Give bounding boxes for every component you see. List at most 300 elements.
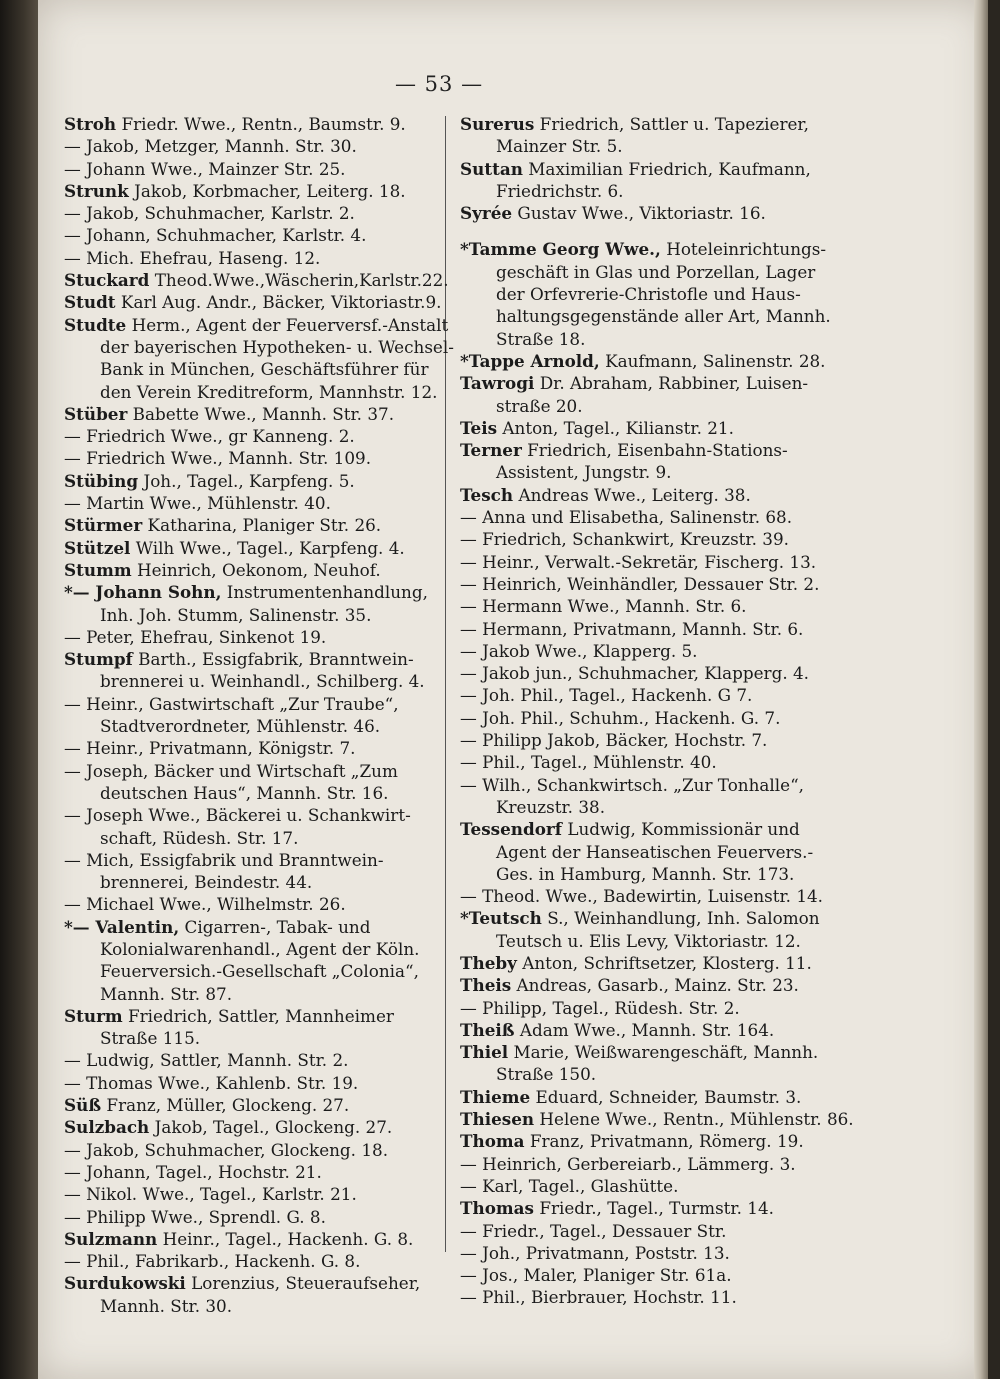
entry-line: [460, 1264, 890, 1286]
entry-line: [64, 113, 482, 135]
entry-line: [460, 328, 890, 350]
entry-text: brennerei, Beindestr. 44.: [100, 872, 313, 893]
directory-entry: [460, 350, 890, 372]
book-binding: [0, 0, 40, 1379]
entry-name: Sturm: [64, 1005, 123, 1026]
directory-entry: [64, 1272, 482, 1317]
entry-line: [64, 135, 482, 157]
directory-entry: [64, 514, 482, 536]
entry-name: Stübing: [64, 470, 139, 491]
entry-line: [460, 180, 890, 202]
directory-entry: [460, 113, 890, 158]
directory-entry: [460, 1197, 890, 1219]
entry-name: Tawrogi: [460, 373, 535, 394]
entry-line: [460, 684, 890, 706]
directory-entry: [460, 1108, 890, 1130]
entry-text: Friedr., Tagel., Turmstr. 14.: [539, 1198, 774, 1219]
entry-name: Thiesen: [460, 1109, 535, 1130]
entry-text: — Friedrich, Schankwirt, Kreuzstr. 39.: [460, 529, 789, 550]
entry-text: Katharina, Planiger Str. 26.: [147, 515, 382, 536]
entry-line: [460, 1019, 890, 1041]
entry-line: [64, 180, 482, 202]
directory-entry: [460, 1175, 890, 1197]
entry-text: — Phil., Bierbrauer, Hochstr. 11.: [460, 1287, 737, 1308]
entry-text: S., Weinhandlung, Inh. Salomon: [547, 908, 820, 929]
entry-name: Stroh: [64, 114, 117, 134]
entry-text: — Michael Wwe., Wilhelmstr. 26.: [64, 894, 346, 915]
entry-name: Sulzbach: [64, 1117, 150, 1138]
entry-name: Surdukowski: [64, 1273, 186, 1294]
entry-line: [64, 871, 482, 893]
entry-text: Joh., Tagel., Karpfeng. 5.: [143, 470, 355, 491]
entry-text: Babette Wwe., Mannh. Str. 37.: [132, 403, 395, 424]
entry-text: Agent der Hanseatischen Feuervers.-: [496, 841, 814, 862]
entry-text: Maximilian Friedrich, Kaufmann,: [528, 158, 811, 179]
directory-entry: [64, 202, 482, 224]
entry-text: Bank in München, Geschäftsführer für: [100, 359, 429, 380]
entry-line: [64, 1272, 482, 1294]
entry-text: Kaufmann, Salinenstr. 28.: [605, 350, 826, 371]
entry-line: [64, 1161, 482, 1183]
entry-line: [64, 804, 482, 826]
directory-entry: [64, 537, 482, 559]
entry-text: — Joh. Phil., Schuhm., Hackenh. G. 7.: [460, 707, 781, 728]
entry-name: Stüber: [64, 403, 128, 424]
entry-text: brennerei u. Weinhandl., Schilberg. 4.: [100, 671, 425, 692]
directory-entry: [64, 1049, 482, 1071]
directory-entry: [460, 439, 890, 484]
entry-line: [460, 305, 890, 327]
directory-entry: [64, 1206, 482, 1228]
entry-text: Mannh. Str. 87.: [100, 983, 233, 1004]
entry-text: Friedrich, Sattler, Mannheimer: [128, 1005, 394, 1026]
entry-name: Thomas: [460, 1198, 534, 1219]
entry-text: — Philipp, Tagel., Rüdesh. Str. 2.: [460, 997, 740, 1018]
entry-name: Surerus: [460, 114, 535, 134]
entry-text: den Verein Kreditreform, Mannhstr. 12.: [100, 381, 438, 402]
entry-text: — Jakob, Metzger, Mannh. Str. 30.: [64, 136, 357, 157]
directory-entry: [64, 804, 482, 849]
entry-name: Terner: [460, 440, 522, 461]
entry-line: [460, 135, 890, 157]
entry-line: [64, 291, 482, 313]
entry-text: — Friedrich Wwe., gr Kanneng. 2.: [64, 426, 355, 447]
directory-entry: [460, 417, 890, 439]
entry-line: [64, 604, 482, 626]
entry-line: [460, 997, 890, 1019]
entry-text: — Friedr., Tagel., Dessauer Str.: [460, 1220, 727, 1241]
entry-text: Franz, Müller, Glockeng. 27.: [106, 1095, 350, 1116]
entry-line: [64, 1005, 482, 1027]
entry-text: Ludwig, Kommissionär und: [567, 819, 800, 840]
entry-line: [460, 1153, 890, 1175]
entry-text: Friedrich, Sattler u. Tapezierer,: [539, 114, 809, 134]
entry-line: [460, 461, 890, 483]
entry-line: [64, 983, 482, 1005]
entry-text: Straße 18.: [496, 328, 586, 349]
entry-line: [460, 729, 890, 751]
entry-line: [64, 782, 482, 804]
entry-text: — Joh. Phil., Tagel., Hackenh. G 7.: [460, 685, 753, 706]
entry-name: Studte: [64, 314, 127, 335]
directory-entry: [460, 640, 890, 662]
entry-line: [64, 1027, 482, 1049]
directory-entry: [460, 595, 890, 617]
entry-text: Friedr. Wwe., Rentn., Baumstr. 9.: [121, 114, 406, 134]
directory-entry: [460, 818, 890, 885]
directory-entry: [460, 662, 890, 684]
directory-entry: [460, 1153, 890, 1175]
entry-line: [460, 1130, 890, 1152]
directory-entry: [64, 291, 482, 313]
entry-line: [64, 670, 482, 692]
entry-line: [64, 559, 482, 581]
entry-text: Friedrichstr. 6.: [496, 180, 624, 201]
entry-text: — Thomas Wwe., Kahlenb. Str. 19.: [64, 1072, 359, 1093]
entry-text: — Jakob Wwe., Klapperg. 5.: [460, 640, 698, 661]
entry-name: Stürmer: [64, 515, 143, 536]
entry-line: [64, 693, 482, 715]
entry-line: [460, 350, 890, 372]
entry-text: — Jakob, Schuhmacher, Glockeng. 18.: [64, 1139, 389, 1160]
entry-line: [460, 618, 890, 640]
entry-text: Jakob, Tagel., Glockeng. 27.: [154, 1117, 393, 1138]
entry-line: [460, 1286, 890, 1308]
entry-line: [460, 818, 890, 840]
directory-entry: [460, 158, 890, 203]
entry-line: [460, 506, 890, 528]
entry-line: [460, 1197, 890, 1219]
directory-entry: [64, 425, 482, 447]
entry-text: — Heinrich, Gerbereiarb., Lämmerg. 3.: [460, 1153, 796, 1174]
entry-line: [460, 238, 890, 260]
entry-text: Stadtverordneter, Mühlenstr. 46.: [100, 716, 381, 737]
entry-line: [64, 158, 482, 180]
directory-entry: [460, 1286, 890, 1308]
directory-entry: [64, 224, 482, 246]
entry-text: — Mich, Essigfabrik und Branntwein-: [64, 849, 384, 870]
entry-name: Theis: [460, 975, 512, 996]
entry-line: [460, 528, 890, 550]
directory-entry: [64, 158, 482, 180]
entry-line: [460, 863, 890, 885]
entry-text: — Johann, Schuhmacher, Karlstr. 4.: [64, 225, 367, 246]
entry-text: Friedrich, Eisenbahn-Stations-: [527, 440, 788, 461]
entry-line: [64, 492, 482, 514]
entry-text: — Heinr., Gastwirtschaft „Zur Traube“,: [64, 693, 399, 714]
directory-entry: [64, 893, 482, 915]
directory-entry: [64, 1072, 482, 1094]
entry-line: [460, 885, 890, 907]
directory-entry: [460, 952, 890, 974]
directory-entry: [64, 269, 482, 291]
directory-entry: [460, 774, 890, 819]
entry-line: [460, 1086, 890, 1108]
entry-line: [460, 1175, 890, 1197]
entry-text: Franz, Privatmann, Römerg. 19.: [529, 1131, 804, 1152]
entry-text: Mainzer Str. 5.: [496, 136, 623, 157]
entry-name: Strunk: [64, 180, 129, 201]
entry-line: [64, 893, 482, 915]
directory-entry: [64, 648, 482, 693]
directory-entry: [460, 484, 890, 506]
entry-line: [460, 1242, 890, 1264]
entry-name: Tesch: [460, 484, 514, 505]
entry-text: Anton, Schriftsetzer, Klosterg. 11.: [522, 952, 812, 973]
entry-line: [64, 470, 482, 492]
entry-line: [64, 581, 482, 603]
entry-line: [64, 715, 482, 737]
directory-entry: [64, 447, 482, 469]
entry-name: Studt: [64, 292, 116, 313]
entry-line: [460, 930, 890, 952]
entry-line: [64, 1116, 482, 1138]
entry-text: — Johann, Tagel., Hochstr. 21.: [64, 1161, 322, 1182]
entry-text: Hoteleinrichtungs-: [666, 239, 827, 260]
directory-entry: [460, 885, 890, 907]
entry-text: — Friedrich Wwe., Mannh. Str. 109.: [64, 448, 372, 469]
directory-entry: [460, 1220, 890, 1242]
entry-text: Karl Aug. Andr., Bäcker, Viktoriastr.9.: [120, 292, 442, 313]
directory-entry: [460, 974, 890, 996]
entry-name: Stumpf: [64, 649, 133, 670]
entry-name: *Tamme Georg Wwe.,: [460, 239, 661, 260]
entry-name: Thieme: [460, 1086, 531, 1107]
directory-entry: [460, 707, 890, 729]
directory-entry: [64, 135, 482, 157]
entry-text: — Hermann Wwe., Mannh. Str. 6.: [460, 596, 747, 617]
page-edge: [974, 0, 988, 1379]
entry-line: [64, 1183, 482, 1205]
entry-text: Straße 150.: [496, 1064, 597, 1085]
directory-entry: [64, 916, 482, 1005]
entry-line: [460, 952, 890, 974]
directory-entry: [64, 760, 482, 805]
directory-entry: [460, 907, 890, 952]
entry-text: Feuerversich.-Gesellschaft „Colonia“,: [100, 961, 419, 982]
entry-line: [460, 841, 890, 863]
entry-text: Straße 115.: [100, 1028, 201, 1049]
entry-text: Andreas Wwe., Leiterg. 38.: [518, 484, 751, 505]
entry-text: Herm., Agent der Feuerversf.-Anstalt: [131, 314, 449, 335]
entry-name: Stuckard: [64, 270, 150, 291]
entry-line: [64, 760, 482, 782]
entry-text: Inh. Joh. Stumm, Salinenstr. 35.: [100, 604, 372, 625]
entry-line: [64, 269, 482, 291]
entry-line: [64, 1295, 482, 1317]
entry-line: [460, 395, 890, 417]
entry-text: — Heinr., Verwalt.-Sekretär, Fischerg. 13.: [460, 551, 817, 572]
entry-line: [64, 202, 482, 224]
entry-line: [64, 403, 482, 425]
entry-line: [460, 796, 890, 818]
entry-text: Helene Wwe., Rentn., Mühlenstr. 86.: [539, 1109, 854, 1130]
entry-text: Jakob, Korbmacher, Leiterg. 18.: [134, 180, 406, 201]
directory-entry: [64, 581, 482, 626]
entry-name: Thoma: [460, 1131, 525, 1152]
entry-text: Kolonialwarenhandl., Agent der Köln.: [100, 938, 420, 959]
directory-entry: [460, 372, 890, 417]
directory-entry: [460, 528, 890, 550]
entry-text: straße 20.: [496, 395, 583, 416]
entry-line: [64, 447, 482, 469]
directory-entry: [64, 849, 482, 894]
entry-line: [64, 1139, 482, 1161]
entry-line: [64, 425, 482, 447]
entry-line: [460, 1220, 890, 1242]
entry-name: Suttan: [460, 158, 523, 179]
entry-name: Süß: [64, 1095, 102, 1116]
entry-text: — Joseph, Bäcker und Wirtschaft „Zum: [64, 760, 398, 781]
entry-text: — Phil., Tagel., Mühlenstr. 40.: [460, 752, 717, 773]
entry-text: Theod.Wwe.,Wäscherin,Karlstr.22.: [154, 270, 449, 291]
entry-text: geschäft in Glas und Porzellan, Lager: [496, 261, 816, 282]
entry-line: [460, 484, 890, 506]
entry-text: Dr. Abraham, Rabbiner, Luisen-: [539, 373, 809, 394]
entry-line: [460, 974, 890, 996]
entry-line: [64, 1228, 482, 1250]
entry-text: Eduard, Schneider, Baumstr. 3.: [535, 1086, 802, 1107]
directory-entry: [64, 403, 482, 425]
directory-entry: [460, 573, 890, 595]
directory-entry: [460, 1041, 890, 1086]
entry-line: [64, 960, 482, 982]
directory-entry: [64, 247, 482, 269]
entry-text: — Heinrich, Weinhändler, Dessauer Str. 2.: [460, 573, 820, 594]
entry-text: der bayerischen Hypotheken- u. Wechsel-: [100, 336, 454, 357]
entry-line: [460, 283, 890, 305]
entry-text: Instrumentenhandlung,: [226, 582, 428, 603]
entry-text: Cigarren-, Tabak- und: [184, 916, 371, 937]
entry-line: [460, 774, 890, 796]
directory-entry: [64, 492, 482, 514]
entry-text: — Theod. Wwe., Badewirtin, Luisenstr. 14.: [460, 886, 824, 907]
entry-text: Marie, Weißwarengeschäft, Mannh.: [513, 1042, 819, 1063]
directory-entry: [64, 559, 482, 581]
right-column: [460, 113, 890, 1309]
entry-text: — Peter, Ehefrau, Sinkenot 19.: [64, 626, 327, 647]
entry-line: [460, 202, 890, 224]
entry-text: — Nikol. Wwe., Tagel., Karlstr. 21.: [64, 1184, 357, 1205]
entry-text: — Karl, Tagel., Glashütte.: [460, 1175, 679, 1196]
directory-entry: [460, 751, 890, 773]
directory-entry: [64, 1005, 482, 1050]
entry-text: Heinrich, Oekonom, Neuhof.: [136, 559, 381, 580]
entry-line: [64, 938, 482, 960]
entry-line: [64, 1072, 482, 1094]
directory-entry: [460, 202, 890, 224]
entry-name: Teis: [460, 417, 498, 438]
entry-text: — Jos., Maler, Planiger Str. 61a.: [460, 1265, 732, 1286]
page-number: — 53 —: [395, 72, 484, 96]
entry-line: [64, 849, 482, 871]
entry-text: Teutsch u. Elis Levy, Viktoriastr. 12.: [496, 930, 801, 951]
entry-text: — Philipp Wwe., Sprendl. G. 8.: [64, 1206, 326, 1227]
entry-text: — Johann Wwe., Mainzer Str. 25.: [64, 158, 346, 179]
entry-text: Anton, Tagel., Kilianstr. 21.: [502, 417, 734, 438]
entry-text: — Jakob jun., Schuhmacher, Klapperg. 4.: [460, 663, 810, 684]
directory-entry: [460, 997, 890, 1019]
entry-line: [64, 247, 482, 269]
directory-entry: [460, 551, 890, 573]
directory-entry: [460, 618, 890, 640]
entry-line: [460, 261, 890, 283]
entry-line: [460, 751, 890, 773]
entry-name: *Teutsch: [460, 908, 542, 929]
entry-name: Stumm: [64, 559, 132, 580]
entry-line: [460, 907, 890, 929]
entry-line: [64, 336, 482, 358]
entry-text: Adam Wwe., Mannh. Str. 164.: [519, 1019, 775, 1040]
entry-line: [460, 551, 890, 573]
directory-entry: [64, 470, 482, 492]
entry-text: — Philipp Jakob, Bäcker, Hochstr. 7.: [460, 730, 768, 751]
entry-text: schaft, Rüdesh. Str. 17.: [100, 827, 299, 848]
entry-text: Lorenzius, Steueraufseher,: [191, 1273, 421, 1294]
entry-text: Heinr., Tagel., Hackenh. G. 8.: [162, 1228, 414, 1249]
entry-line: [64, 1206, 482, 1228]
entry-text: Mannh. Str. 30.: [100, 1295, 233, 1316]
entry-text: — Mich. Ehefrau, Haseng. 12.: [64, 247, 321, 268]
entry-line: [64, 737, 482, 759]
directory-entry: [64, 1161, 482, 1183]
left-column: [64, 113, 482, 1317]
entry-line: [460, 372, 890, 394]
entry-text: Kreuzstr. 38.: [496, 796, 606, 817]
directory-entry: [64, 1228, 482, 1250]
entry-line: [460, 439, 890, 461]
entry-line: [64, 827, 482, 849]
entry-text: haltungsgegenstände aller Art, Mannh.: [496, 306, 831, 327]
directory-entry: [64, 113, 482, 135]
directory-entry: [460, 1130, 890, 1152]
entry-text: — Wilh., Schankwirtsch. „Zur Tonhalle“,: [460, 774, 804, 795]
entry-line: [460, 573, 890, 595]
entry-text: — Ludwig, Sattler, Mannh. Str. 2.: [64, 1050, 349, 1071]
directory-entry: [64, 1116, 482, 1138]
entry-text: Andreas, Gasarb., Mainz. Str. 23.: [516, 975, 799, 996]
directory-entry: [460, 1264, 890, 1286]
directory-entry: [64, 693, 482, 738]
entry-text: Wilh Wwe., Tagel., Karpfeng. 4.: [135, 537, 405, 558]
entry-line: [460, 113, 890, 135]
directory-entry: [460, 684, 890, 706]
entry-text: Barth., Essigfabrik, Branntwein-: [138, 649, 414, 670]
directory-entry: [64, 180, 482, 202]
directory-entry: [64, 626, 482, 648]
entry-text: — Heinr., Privatmann, Königstr. 7.: [64, 738, 356, 759]
directory-entry: [64, 1094, 482, 1116]
entry-line: [64, 537, 482, 559]
entry-name: Theby: [460, 952, 517, 973]
entry-line: [460, 1041, 890, 1063]
directory-entry: [64, 1139, 482, 1161]
directory-entry: [460, 506, 890, 528]
entry-name: Sulzmann: [64, 1228, 158, 1249]
entry-line: [64, 381, 482, 403]
directory-entry: [64, 737, 482, 759]
directory-entry: [460, 729, 890, 751]
entry-line: [64, 1094, 482, 1116]
entry-line: [460, 1063, 890, 1085]
entry-line: [460, 662, 890, 684]
directory-entry: [64, 314, 482, 403]
entry-line: [64, 1250, 482, 1272]
entry-text: — Jakob, Schuhmacher, Karlstr. 2.: [64, 203, 355, 224]
directory-entry: [460, 1019, 890, 1041]
entry-name: Tessendorf: [460, 819, 562, 840]
entry-line: [460, 158, 890, 180]
